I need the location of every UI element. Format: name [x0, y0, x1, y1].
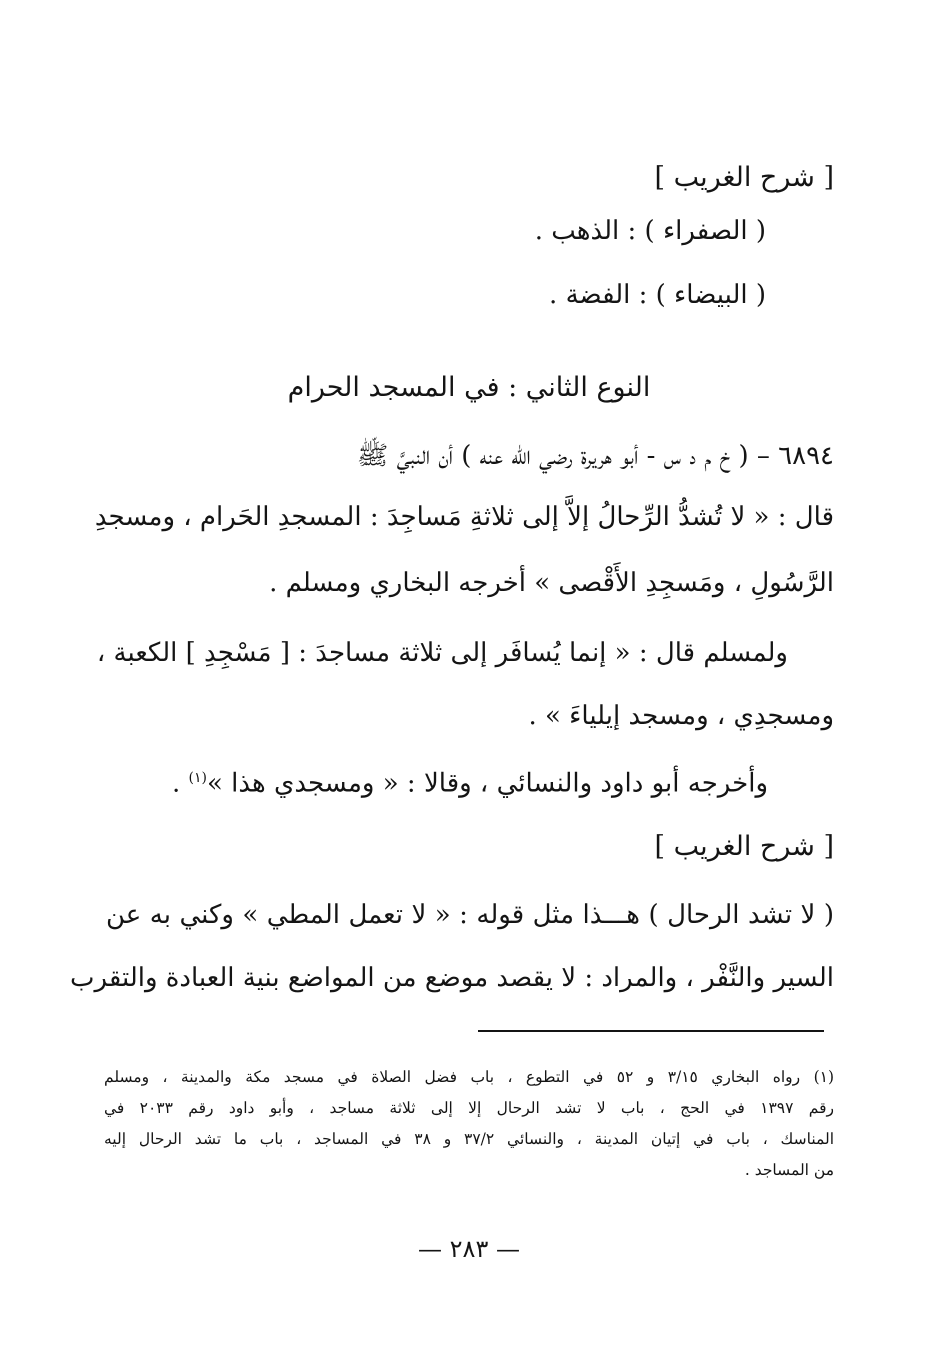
- gloss-line-2: ( البيضاء ) : الفضة .: [549, 280, 766, 310]
- page-number: — ٢٨٣ —: [418, 1235, 520, 1263]
- gharib-heading-2: [ شرح الغريب ]: [654, 831, 834, 862]
- hadith-line-5: ومسجدِي ، ومسجد إيلياءَ » .: [528, 701, 834, 731]
- gharib-heading-1: [ شرح الغريب ]: [654, 162, 834, 193]
- footnote-divider: [478, 1030, 824, 1032]
- commentary-line-2: السير والنَّفْر ، والمراد : لا يقصد موضع من المواضع بنية العبادة والتقرب: [70, 963, 834, 993]
- gloss-line-1: ( الصفراء ) : الذهب .: [534, 216, 766, 246]
- hadith-line-2: قال : « لا تُشدُّ الرِّحالُ إلاَّ إلى ثلاثةِ مَساجِدَ : المسجدِ الحَرام ، ومسجدِ: [94, 502, 834, 532]
- footnote-line-4: من المساجد .: [744, 1161, 834, 1179]
- hadith-line-6-end: .: [172, 768, 189, 799]
- hadith-line-4: ولمسلم قال : « إنما يُسافَر إلى ثلاثة مساجدَ : [ مَسْجِدِ ] الكعبة ،: [96, 638, 788, 668]
- hadith-line-1: ٦٨٩٤ – ( خ م د س - أبو هريرة رضي الله عنه ) أن النبيَّ ﷺ: [356, 441, 834, 471]
- footnote-line-2: رقم ١٣٩٧ في الحج ، باب لا تشد الرحال إلا إلى ثلاثة مساجد ، وأبو داود رقم ٢٠٣٣ في: [104, 1099, 835, 1117]
- footnote-line-3: المناسك ، باب في إتيان المدينة ، والنسائي ٣٧/٢ و ٣٨ في المساجد ، باب ما تشد الرحال إليه: [104, 1130, 834, 1148]
- section-title: النوع الثاني : في المسجد الحرام: [287, 372, 651, 403]
- commentary-line-1: ( لا تشد الرحال ) هـــذا مثل قوله : « لا تعمل المطي » وكني به عن: [106, 900, 834, 930]
- footnote-ref: (١): [188, 770, 207, 786]
- hadith-line-6: [172, 758, 768, 804]
- footnote-line-1: (١) رواه البخاري ٣/١٥ و ٥٢ في التطوع ، باب فضل الصلاة في مسجد مكة والمدينة ، ومسلم: [104, 1068, 835, 1086]
- hadith-line-3: الرَّسُولِ ، ومَسجِدِ الأَقْصى » أخرجه البخاري ومسلم .: [269, 568, 834, 598]
- hadith-line-6-text: وأخرجه أبو داود والنسائي ، وقالا : « ومسجدي هذا »: [207, 768, 768, 799]
